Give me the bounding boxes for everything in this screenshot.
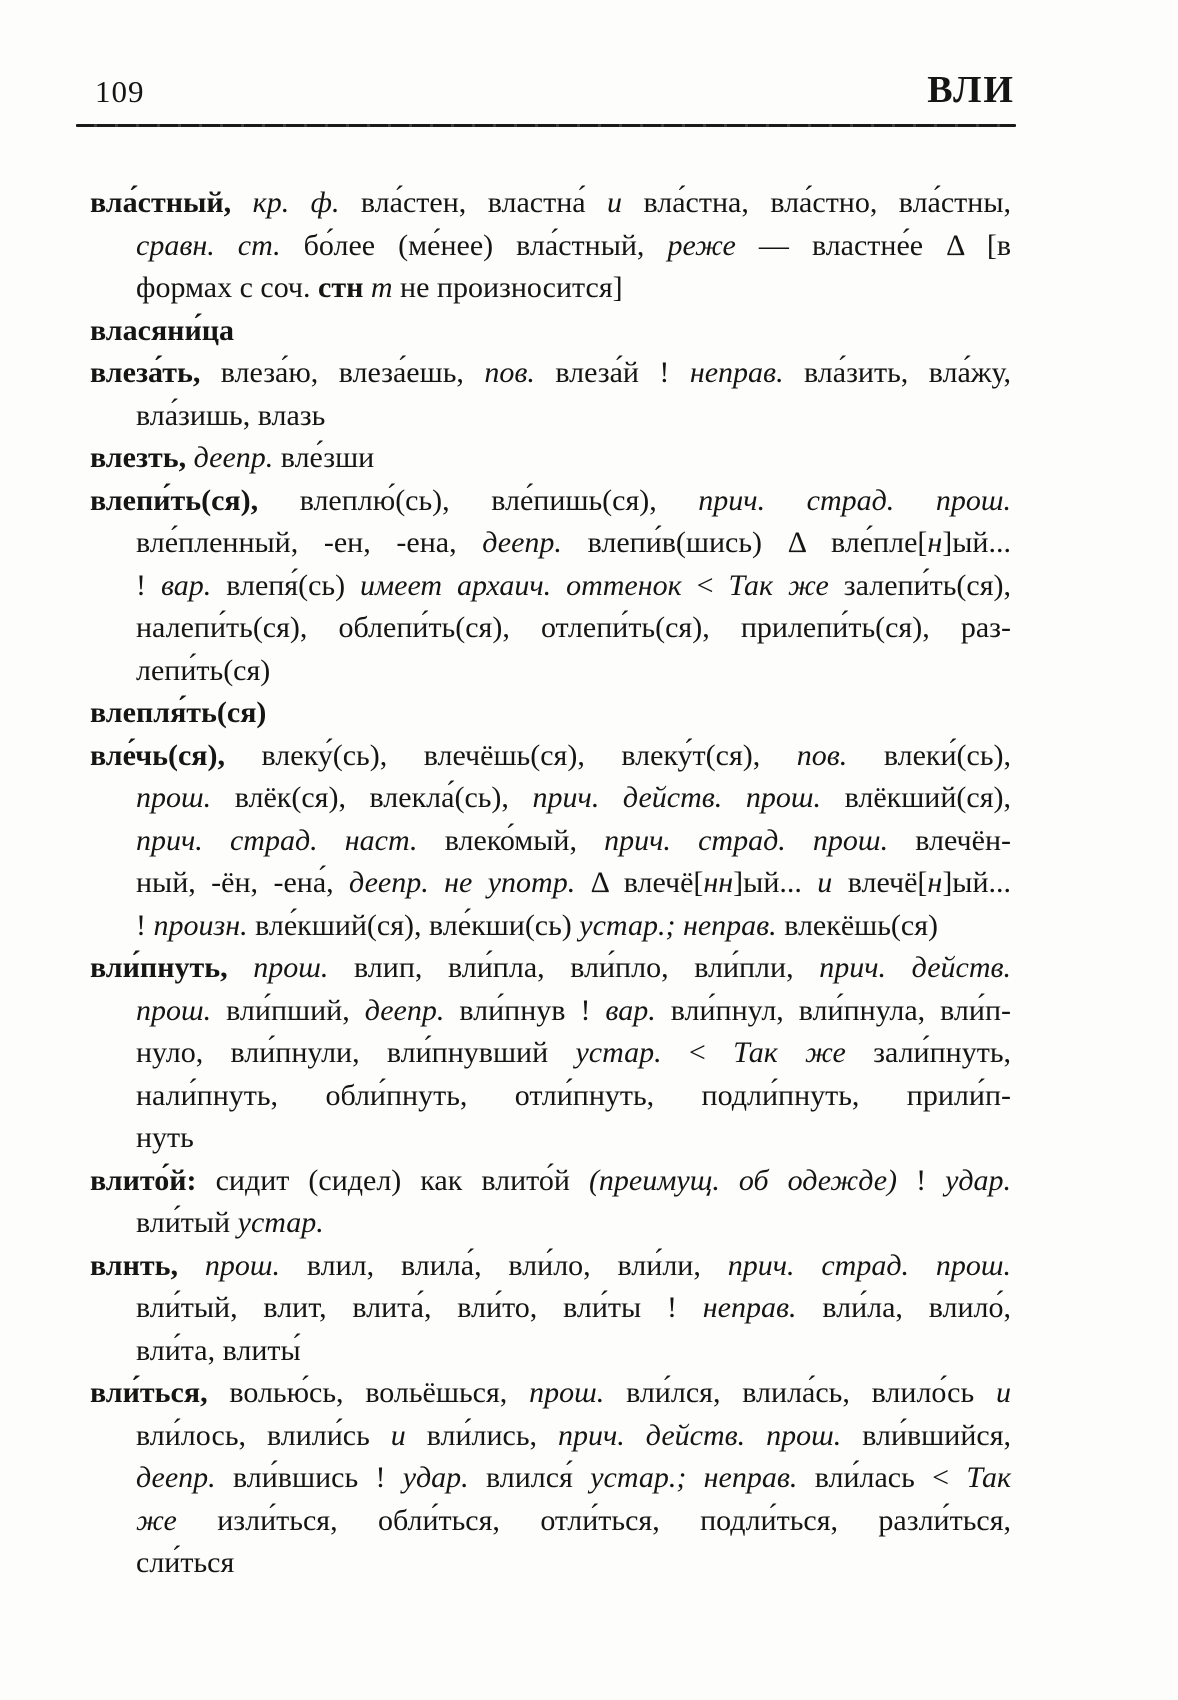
entry-continuation-line xyxy=(90,607,1011,650)
entry-first-line xyxy=(90,1372,1011,1415)
entry-text: вла́стен, властна́ xyxy=(339,186,608,219)
grammar-label: деепр. xyxy=(482,526,562,559)
guide-word: ВЛИ xyxy=(927,69,1015,111)
entry-text xyxy=(675,909,683,942)
entry-text: влил, влила́, вли́ло, вли́ли, xyxy=(280,1248,728,1282)
entry-text: вли́тый xyxy=(136,1206,238,1239)
entry-first-line xyxy=(90,1160,1011,1203)
dictionary-entry xyxy=(90,352,1011,437)
headword-text: вле́чь(ся), xyxy=(90,738,226,772)
entry-text: вли́пнув ! xyxy=(444,993,606,1027)
dictionary-entry xyxy=(90,692,1011,735)
entry-first-line xyxy=(90,182,1011,225)
grammar-label: прош. xyxy=(136,993,212,1027)
grammar-label: прич. действ. прош. xyxy=(532,781,821,814)
grammar-label: деепр. не употр. xyxy=(349,866,576,899)
dictionary-entry xyxy=(90,437,1011,480)
entry-first-line xyxy=(90,437,1011,480)
entry-text: волью́сь, вольёшься, xyxy=(207,1376,530,1409)
grammar-label: неправ. xyxy=(702,1291,797,1324)
entry-continuation-line xyxy=(90,1330,1011,1373)
entry-text: ! xyxy=(136,908,154,942)
headword-text: вли́ться, xyxy=(90,1376,208,1409)
entry-continuation-line xyxy=(90,990,1011,1033)
grammar-label: прич. страд. прош. xyxy=(698,483,1011,517)
entry-text: вли́вшийся, xyxy=(841,1418,1011,1452)
grammar-label: имеет архаич. оттенок xyxy=(360,568,682,602)
entry-text: вли́лась < xyxy=(797,1461,967,1494)
grammar-label: и xyxy=(607,186,623,219)
entry-text: ! xyxy=(897,1163,946,1197)
grammar-label: прич. страд. наст. xyxy=(136,823,418,857)
grammar-label: устар. xyxy=(575,1036,662,1069)
entry-continuation-line xyxy=(90,862,1011,905)
grammar-label: удар. xyxy=(945,1163,1012,1197)
entry-text: лепи́ть(ся) xyxy=(136,653,271,687)
grammar-label: прош. xyxy=(253,951,329,984)
entry-text: влеплю́(сь), вле́пишь(ся), xyxy=(258,483,699,517)
dictionary-entry xyxy=(90,480,1011,693)
dictionary-entry xyxy=(90,310,1011,353)
entry-text: влекёшь(ся) xyxy=(776,908,939,942)
grammar-label: пов. xyxy=(484,356,535,389)
entry-continuation-line xyxy=(90,650,1011,693)
grammar-label: Так же xyxy=(733,1036,846,1069)
grammar-label: деепр. xyxy=(193,441,274,474)
entry-continuation-line xyxy=(90,1202,1011,1245)
grammar-label: неправ. xyxy=(689,356,784,389)
entry-first-line xyxy=(90,480,1011,523)
grammar-label: устар.; xyxy=(590,1461,687,1494)
entry-text: изли́ться, обли́ться, отли́ться, подли́ться, разли́ться, xyxy=(176,1503,1011,1537)
entry-text: нали́пнуть, обли́пнуть, отли́пнуть, подли́пнуть, прили́п- xyxy=(136,1078,1011,1112)
entry-continuation-line xyxy=(90,565,1011,608)
grammar-label: прош. xyxy=(529,1376,605,1409)
entry-first-line xyxy=(90,735,1011,778)
entry-text: ! xyxy=(136,568,161,602)
headword-text: стн xyxy=(318,271,364,304)
entry-text: ]ый... xyxy=(942,866,1012,899)
entry-text: влился́ xyxy=(468,1461,591,1494)
entry-continuation-line xyxy=(90,1457,1011,1500)
entry-continuation-line xyxy=(90,1287,1011,1330)
grammar-label: прош. xyxy=(204,1248,281,1282)
entry-continuation-line xyxy=(90,225,1011,268)
entry-text: вле́кший(ся), вле́кши(сь) xyxy=(247,908,580,942)
entry-text: влип, вли́пла, вли́пло, вли́пли, xyxy=(328,951,820,984)
entry-text: < xyxy=(681,568,729,602)
grammar-label: и xyxy=(996,1376,1011,1409)
dictionary-entry xyxy=(90,1245,1011,1373)
entry-text: ]ый... xyxy=(942,526,1011,559)
entry-text: зали́пнуть, xyxy=(845,1036,1011,1069)
entry-first-line xyxy=(90,692,1011,735)
entry-text: < xyxy=(661,1036,734,1069)
grammar-label: н xyxy=(927,866,943,899)
grammar-label: устар.; xyxy=(579,908,676,942)
entry-text: влеку́(сь), влечёшь(ся), влеку́т(ся), xyxy=(225,738,797,772)
headword-text: влнть, xyxy=(90,1248,179,1282)
entry-continuation-line xyxy=(90,1032,1011,1075)
grammar-label: деепр. xyxy=(136,1461,216,1494)
headword-text: влезть, xyxy=(90,441,187,474)
entry-first-line xyxy=(90,947,1011,990)
entry-text: вле́зши xyxy=(273,441,375,474)
entry-text: влеки́(сь), xyxy=(847,738,1011,772)
entry-text: — властне́е Δ [в xyxy=(735,228,1011,262)
entry-text: вли́лся, влила́сь, влило́сь xyxy=(604,1376,996,1409)
headword-text: власяни́ца xyxy=(90,313,235,347)
headword-text: вла́стный, xyxy=(90,186,232,219)
grammar-label: прич. страд. прош. xyxy=(727,1248,1011,1282)
entry-first-line xyxy=(90,352,1011,395)
grammar-label: и xyxy=(817,866,833,899)
headword-text: влепи́ть(ся), xyxy=(90,483,259,517)
entry-text: влеко́мый, xyxy=(417,823,605,857)
grammar-label: Так xyxy=(966,1461,1012,1494)
grammar-label: (преимущ. об одежде) xyxy=(588,1163,898,1197)
entry-text xyxy=(686,1461,703,1494)
entry-text: вле́пленный, -ен, -ена, xyxy=(136,526,483,559)
grammar-label: вар. xyxy=(160,568,212,602)
entry-text: вли́пший, xyxy=(211,993,365,1027)
entry-text: формах с соч. xyxy=(136,271,319,304)
entry-text: нуть xyxy=(136,1121,194,1154)
entry-text: влечён- xyxy=(888,823,1012,857)
grammar-label: же xyxy=(136,1503,177,1537)
entry-text xyxy=(231,186,252,219)
grammar-label: кр. ф. xyxy=(252,186,340,219)
grammar-label: т xyxy=(370,271,393,304)
entry-continuation-line xyxy=(90,1117,1011,1160)
entry-text xyxy=(363,271,371,304)
entry-text: залепи́ть(ся), xyxy=(828,568,1012,602)
header-rule xyxy=(76,124,1016,127)
grammar-label: прич. действ. xyxy=(819,951,1012,984)
entry-text: вли́та, влиты́ xyxy=(136,1333,301,1367)
grammar-label: Так же xyxy=(728,568,829,602)
entry-text: бо́лее (ме́нее) вла́стный, xyxy=(280,228,668,262)
entry-text: влеза́й ! xyxy=(534,356,690,389)
dictionary-entry xyxy=(90,182,1011,310)
dictionary-entry xyxy=(90,1160,1011,1245)
headword-text: влито́й: xyxy=(90,1163,197,1197)
grammar-label: пов. xyxy=(796,738,848,772)
entry-first-line xyxy=(90,310,1011,353)
entry-text: влепи́в(шись) Δ вле́пле[ xyxy=(561,526,928,559)
entry-text: вла́стна, вла́стно, вла́стны, xyxy=(622,186,1012,219)
headword-text: вли́пнуть, xyxy=(90,951,228,984)
entry-text: влеза́ю, влеза́ешь, xyxy=(200,356,485,389)
grammar-label: прич. действ. прош. xyxy=(558,1418,842,1452)
entry-text: вли́вшись ! xyxy=(215,1461,403,1494)
grammar-label: прич. страд. прош. xyxy=(604,823,889,857)
grammar-label: неправ. xyxy=(703,1461,798,1494)
entry-text: вла́зить, вла́жу, xyxy=(783,356,1011,389)
dictionary-entry xyxy=(90,735,1011,948)
dictionary-entry xyxy=(90,1372,1011,1585)
entry-continuation-line xyxy=(90,820,1011,863)
grammar-label: вар. xyxy=(605,993,656,1027)
entry-text: не произносится] xyxy=(392,271,623,304)
entry-text: влёкший(ся), xyxy=(821,781,1012,814)
entry-continuation-line xyxy=(90,1415,1011,1458)
entry-continuation-line xyxy=(90,1542,1011,1585)
headword-text: влепля́ть(ся) xyxy=(90,696,267,729)
entry-text: сидит (сидел) как влито́й xyxy=(196,1163,589,1197)
entry-continuation-line xyxy=(90,905,1011,948)
page-header xyxy=(95,68,1015,112)
headword-text: влеза́ть, xyxy=(90,356,201,389)
entry-continuation-line xyxy=(90,267,1011,310)
grammar-label: прош. xyxy=(136,781,212,814)
entry-text: влечё[ xyxy=(832,866,928,899)
entry-text: вли́лись, xyxy=(405,1418,558,1452)
grammar-label: удар. xyxy=(402,1461,469,1494)
entry-text xyxy=(178,1249,205,1282)
entry-text: вли́тый, влит, влита́, вли́то, вли́ты ! xyxy=(136,1291,703,1324)
dictionary-entry xyxy=(90,947,1011,1160)
grammar-label: реже xyxy=(667,228,736,262)
entry-first-line xyxy=(90,1245,1011,1288)
entry-text: влепя́(сь) xyxy=(211,568,361,602)
entry-text: вли́пнул, вли́пнула, вли́п- xyxy=(655,993,1011,1027)
page-number: 109 xyxy=(95,74,145,109)
entry-text: вли́ла, влило́, xyxy=(796,1291,1011,1324)
entry-continuation-line xyxy=(90,777,1011,820)
entries xyxy=(90,182,1011,1585)
grammar-label: деепр. xyxy=(364,993,445,1027)
entry-text xyxy=(228,951,254,984)
grammar-label: неправ. xyxy=(682,908,777,942)
entry-continuation-line xyxy=(90,1075,1011,1118)
entry-text: сли́ться xyxy=(136,1546,235,1579)
entry-continuation-line xyxy=(90,395,1011,438)
entry-text: ]ый... xyxy=(733,866,818,899)
grammar-label: произн. xyxy=(153,908,248,942)
grammar-label: нн xyxy=(703,866,734,899)
entry-text: налепи́ть(ся), облепи́ть(ся), отлепи́ть(ся), прилепи́ть(ся), раз- xyxy=(136,611,1011,644)
entry-text xyxy=(186,441,194,474)
entry-text: вли́лось, влили́сь xyxy=(136,1418,391,1452)
grammar-label: и xyxy=(390,1418,406,1452)
entry-text: Δ влечё[ xyxy=(575,866,704,899)
entry-text: влёк(ся), влекла́(сь), xyxy=(211,781,533,814)
entry-text: вла́зишь, влазь xyxy=(136,398,326,432)
entry-continuation-line xyxy=(90,522,1011,565)
grammar-label: н xyxy=(927,526,943,559)
grammar-label: сравн. ст. xyxy=(136,228,281,262)
entry-continuation-line xyxy=(90,1500,1011,1543)
grammar-label: устар. xyxy=(237,1206,324,1239)
entry-text: ный, -ён, -ена́, xyxy=(136,866,350,899)
entry-text: нуло, вли́пнули, вли́пнувший xyxy=(136,1036,576,1069)
